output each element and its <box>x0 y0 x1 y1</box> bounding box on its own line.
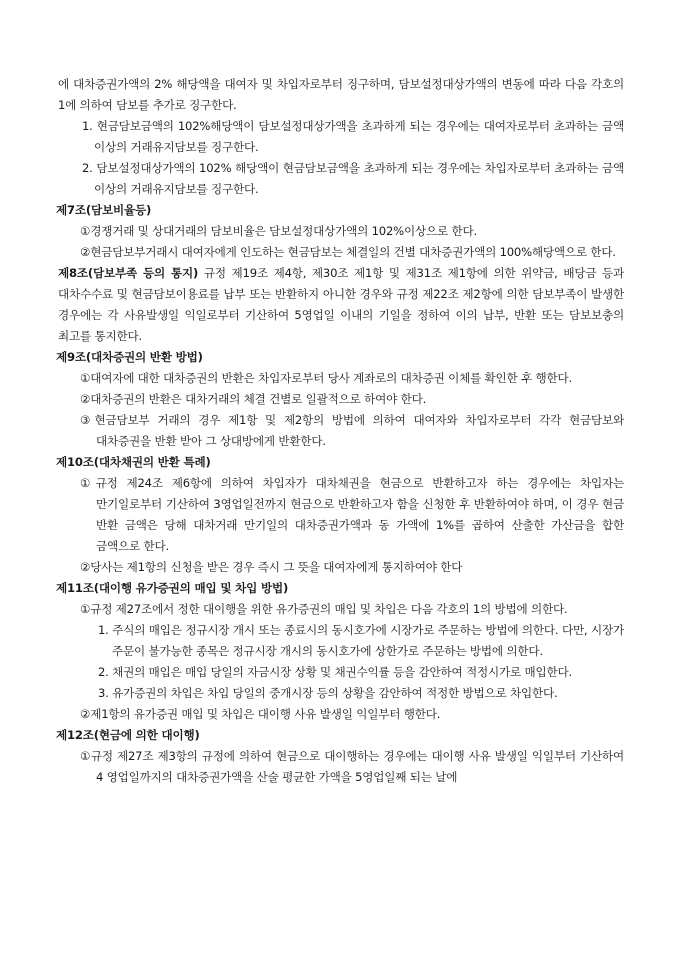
article-7-paragraph: ①경쟁거래 및 상대거래의 담보비율은 담보설정대상가액의 102%이상으로 한다. <box>80 224 477 238</box>
article-7-heading: 제7조(담보비율등) <box>56 203 152 217</box>
article-11-lead: ①규정 제27조에서 정한 대이행을 위한 유가증권의 매입 및 차입은 다음 각호의 1의 방법에 의한다. <box>80 602 568 616</box>
article-7-paragraph: ②현금담보부거래시 대여자에게 인도하는 현금담보는 체결일의 건별 대차증권가액의 100%해당액으로 한다. <box>80 245 616 259</box>
article-8 <box>58 263 624 347</box>
article-12-heading: 제12조(현금에 의한 대이행) <box>56 728 200 742</box>
document-body <box>58 74 624 788</box>
article-10-paragraph: ①규정 제24조 제6항에 의하여 차입자가 대차채권을 현금으로 반환하고자 하는 경우에는 차입자는 만기일로부터 기산하여 3영업일전까지 현금으로 반환하고자 함을 신청한 후 반환하여야 하며, 이 경우 현금 반환 금액은 당해 대차거래 만기일의 대차증권가액과 동 가액에 1%를 곱하여 산출한 가산금을 합한 금액으로 한다. <box>80 476 624 553</box>
article-11-item: 3. 유가증권의 차입은 차입 당일의 중개시장 등의 상황을 감안하여 적정한 방법으로 차입한다. <box>98 686 558 700</box>
article-8-heading: 제8조(담보부족 등의 통지) <box>58 266 199 280</box>
article-9-paragraph: ②대차증권의 반환은 대차거래의 체결 건별로 일괄적으로 하여야 한다. <box>80 392 427 406</box>
article-8-body: 규정 제19조 제4항, 제30조 제1항 및 제31조 제1항에 의한 위약금, 배당금 등과 대차수수료 및 현금담보이용료를 납부 또는 반환하지 아니한 경우와 규정 제22조 제2항에 의한 담보부족이 발생한 경우에는 각 사유발생일 익일로부터 기산하여 5영업일 이내의 기일을 정하여 이의 납부, 반환 또는 담보보충의 최고를 통지한다. <box>58 266 625 343</box>
article-9-paragraph: ③현금담보부 거래의 경우 제1항 및 제2항의 방법에 의하여 대여자와 차입자로부터 각각 현금담보와 대차증권을 반환 받아 그 상대방에게 반환한다. <box>80 413 624 448</box>
article-9-paragraph: ①대여자에 대한 대차증권의 반환은 차입자로부터 당사 계좌로의 대차증권 이체를 확인한 후 행한다. <box>80 371 573 385</box>
article-11-item: 1. 주식의 매입은 정규시장 개시 또는 종료시의 동시호가에 시장가로 주문하는 방법에 의한다. 다만, 시장가 주문이 불가능한 종목은 정규시장 개시의 동시호가에 상한가로 주문하는 방법에 의한다. <box>98 623 624 658</box>
intro-item: 2. 담보설정대상가액의 102% 해당액이 현금담보금액을 초과하게 되는 경우에는 차입자로부터 초과하는 금액 이상의 거래유지담보를 징구한다. <box>82 161 624 196</box>
article-11-heading: 제11조(대이행 유가증권의 매입 및 차입 방법) <box>56 581 289 595</box>
article-9-heading: 제9조(대차증권의 반환 방법) <box>56 350 203 364</box>
intro-paragraph: 에 대차증권가액의 2% 해당액을 대여자 및 차입자로부터 징구하며, 담보설정대상가액의 변동에 따라 다음 각호의 1에 의하여 담보를 추가로 징구한다. <box>58 77 624 112</box>
article-11-tail: ②제1항의 유가증권 매입 및 차입은 대이행 사유 발생일 익일부터 행한다. <box>80 707 441 721</box>
article-12-paragraph: ①규정 제27조 제3항의 규정에 의하여 현금으로 대이행하는 경우에는 대이행 사유 발생일 익일부터 기산하여 4 영업일까지의 대차증권가액을 산술 평균한 가액을 5영업일째 되는 날에 <box>80 749 624 784</box>
article-11-item: 2. 채권의 매입은 매입 당일의 자금시장 상황 및 채권수익률 등을 감안하여 적정시가로 매입한다. <box>98 665 572 679</box>
article-10-paragraph: ②당사는 제1항의 신청을 받은 경우 즉시 그 뜻을 대여자에게 통지하여야 한다 <box>80 560 463 574</box>
article-10-heading: 제10조(대차채권의 반환 특례) <box>56 455 211 469</box>
intro-item: 1. 현금담보금액의 102%해당액이 담보설정대상가액을 초과하게 되는 경우에는 대여자로부터 초과하는 금액 이상의 거래유지담보를 징구한다. <box>82 119 624 154</box>
